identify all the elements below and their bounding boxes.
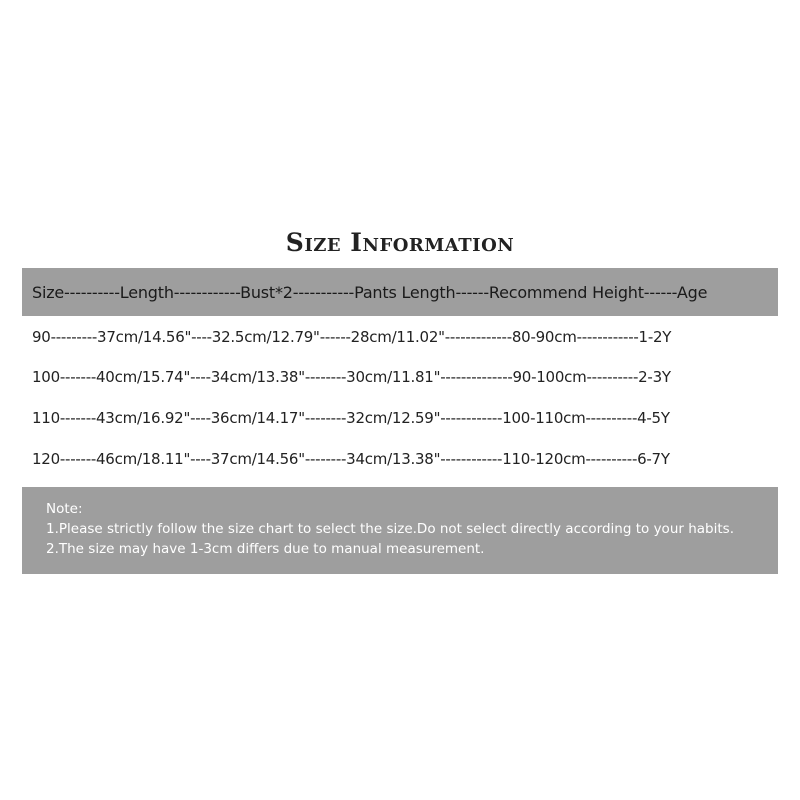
note-label: Note: <box>46 501 83 517</box>
size-row-120: 120-------46cm/18.11"----37cm/14.56"--------34cm/13.38"------------110-120cm----------6-7Y <box>32 450 670 468</box>
size-table-header <box>22 268 778 316</box>
page-title: Size Information <box>285 228 515 257</box>
note-box <box>22 487 778 574</box>
note-line-1: 1.Please strictly follow the size chart to select the size.Do not select directly according to your habits. <box>46 521 734 537</box>
size-row-110: 110-------43cm/16.92"----36cm/14.17"--------32cm/12.59"------------100-110cm----------4-5Y <box>32 409 670 427</box>
note-line-2: 2.The size may have 1-3cm differs due to manual measurement. <box>46 541 485 557</box>
size-table-header-text: Size----------Length------------Bust*2-----------Pants Length------Recommend Height------Age <box>32 282 708 302</box>
size-row-90: 90---------37cm/14.56"----32.5cm/12.79"------28cm/11.02"-------------80-90cm------------1-2Y <box>32 328 672 346</box>
size-row-100: 100-------40cm/15.74"----34cm/13.38"--------30cm/11.81"--------------90-100cm----------2-3Y <box>32 368 671 386</box>
